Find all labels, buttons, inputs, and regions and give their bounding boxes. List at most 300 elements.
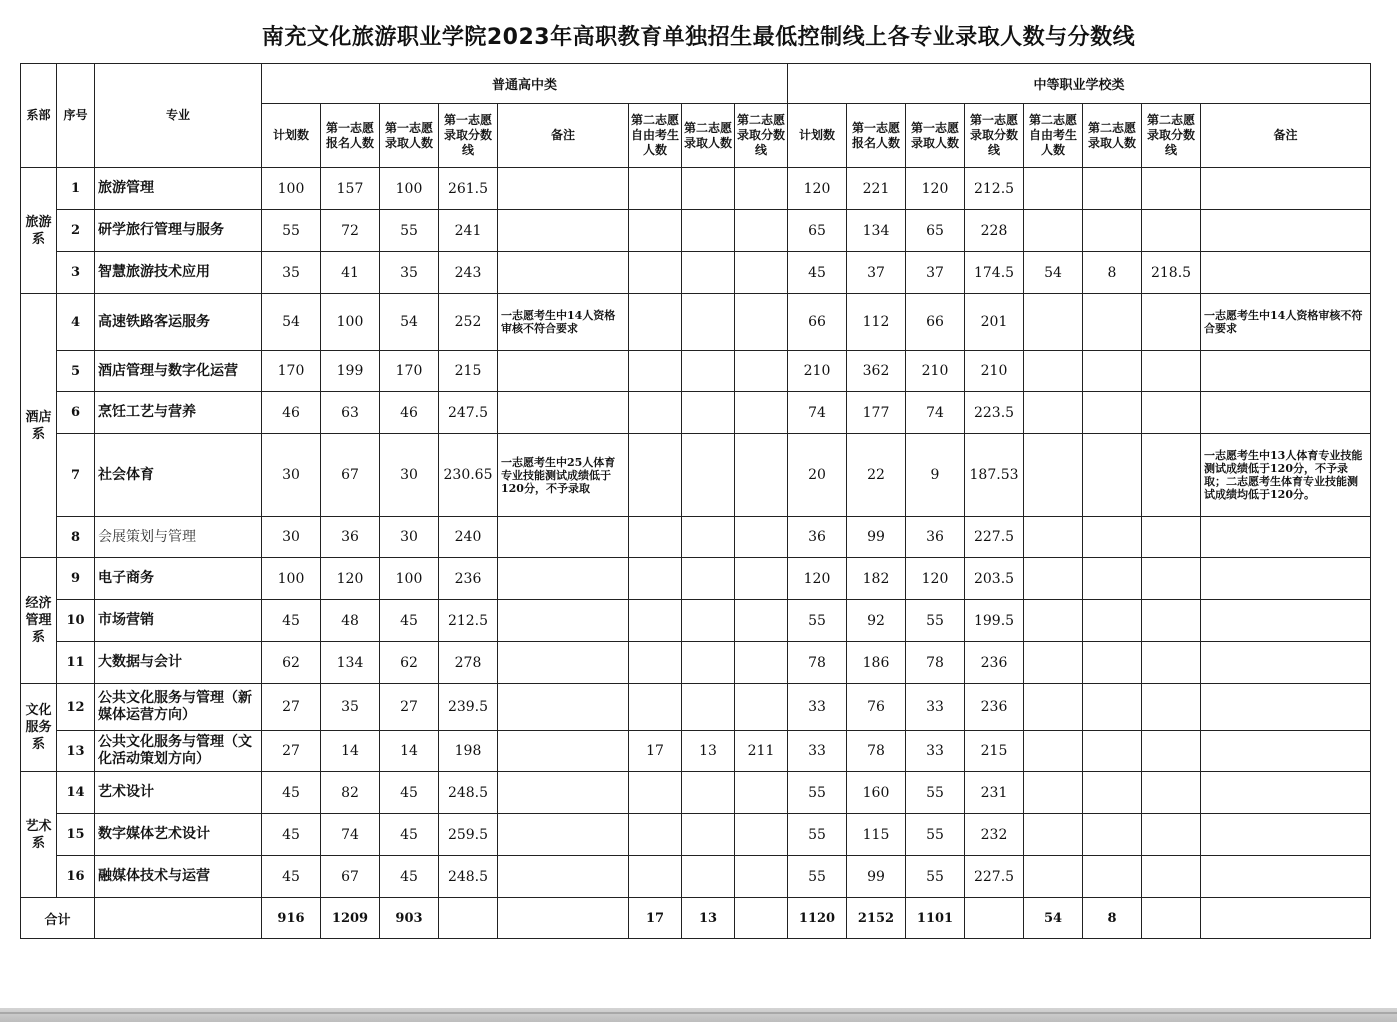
value-cell: 177 bbox=[847, 392, 906, 434]
header-col-hs: 第一志愿录取人数 bbox=[380, 104, 439, 168]
header-col-vs: 第二志愿自由考生人数 bbox=[1024, 104, 1083, 168]
major-name: 社会体育 bbox=[95, 434, 262, 517]
row-number: 11 bbox=[57, 642, 95, 684]
header-major: 专业 bbox=[95, 64, 262, 168]
value-cell bbox=[1083, 772, 1142, 814]
value-cell: 120 bbox=[906, 558, 965, 600]
value-cell bbox=[682, 434, 735, 517]
header-col-vs: 第一志愿报名人数 bbox=[847, 104, 906, 168]
value-cell bbox=[735, 856, 788, 898]
note-cell bbox=[1201, 558, 1371, 600]
header-col-hs: 第二志愿录取人数 bbox=[682, 104, 735, 168]
value-cell: 63 bbox=[321, 392, 380, 434]
row-number: 5 bbox=[57, 351, 95, 392]
value-cell: 157 bbox=[321, 168, 380, 210]
value-cell: 120 bbox=[906, 168, 965, 210]
value-cell: 67 bbox=[321, 434, 380, 517]
value-cell: 227.5 bbox=[965, 856, 1024, 898]
value-cell: 174.5 bbox=[965, 252, 1024, 294]
row-number: 3 bbox=[57, 252, 95, 294]
value-cell: 248.5 bbox=[439, 772, 498, 814]
value-cell: 45 bbox=[380, 814, 439, 856]
value-cell bbox=[735, 351, 788, 392]
value-cell: 259.5 bbox=[439, 814, 498, 856]
total-major-blank bbox=[95, 898, 262, 939]
value-cell bbox=[1142, 731, 1201, 772]
value-cell: 62 bbox=[262, 642, 321, 684]
value-cell: 362 bbox=[847, 351, 906, 392]
major-name: 数字媒体艺术设计 bbox=[95, 814, 262, 856]
total-value: 8 bbox=[1083, 898, 1142, 939]
total-value: 1101 bbox=[906, 898, 965, 939]
value-cell: 99 bbox=[847, 517, 906, 558]
table-row bbox=[21, 558, 1371, 600]
value-cell bbox=[629, 517, 682, 558]
value-cell bbox=[735, 294, 788, 351]
value-cell: 54 bbox=[262, 294, 321, 351]
value-cell: 35 bbox=[380, 252, 439, 294]
value-cell bbox=[629, 558, 682, 600]
table-row bbox=[21, 210, 1371, 252]
dept-cell: 酒店系 bbox=[21, 294, 57, 558]
value-cell: 100 bbox=[262, 168, 321, 210]
header-col-hs: 计划数 bbox=[262, 104, 321, 168]
total-value: 2152 bbox=[847, 898, 906, 939]
value-cell: 35 bbox=[262, 252, 321, 294]
value-cell bbox=[1024, 600, 1083, 642]
major-name: 艺术设计 bbox=[95, 772, 262, 814]
value-cell bbox=[1024, 517, 1083, 558]
value-cell bbox=[629, 772, 682, 814]
note-cell bbox=[1201, 731, 1371, 772]
table-row bbox=[21, 392, 1371, 434]
note-cell: 一志愿考生中25人体育专业技能测试成绩低于120分，不予录取 bbox=[498, 434, 629, 517]
value-cell: 55 bbox=[788, 772, 847, 814]
value-cell bbox=[1083, 168, 1142, 210]
major-name: 烹饪工艺与营养 bbox=[95, 392, 262, 434]
row-number: 15 bbox=[57, 814, 95, 856]
note-cell bbox=[1201, 684, 1371, 731]
value-cell: 215 bbox=[965, 731, 1024, 772]
value-cell bbox=[629, 434, 682, 517]
value-cell: 30 bbox=[380, 434, 439, 517]
total-value: 1209 bbox=[321, 898, 380, 939]
value-cell: 46 bbox=[380, 392, 439, 434]
major-name: 电子商务 bbox=[95, 558, 262, 600]
dept-cell: 旅游系 bbox=[21, 168, 57, 294]
note-cell bbox=[498, 814, 629, 856]
table-row bbox=[21, 252, 1371, 294]
value-cell bbox=[1142, 351, 1201, 392]
value-cell bbox=[1142, 517, 1201, 558]
value-cell: 55 bbox=[906, 856, 965, 898]
note-cell bbox=[498, 168, 629, 210]
value-cell: 115 bbox=[847, 814, 906, 856]
page-title: 南充文化旅游职业学院2023年高职教育单独招生最低控制线上各专业录取人数与分数线 bbox=[261, 25, 1136, 50]
value-cell bbox=[629, 856, 682, 898]
row-number: 16 bbox=[57, 856, 95, 898]
total-value: 916 bbox=[262, 898, 321, 939]
value-cell: 27 bbox=[262, 684, 321, 731]
divider bbox=[0, 1012, 1397, 1014]
value-cell: 120 bbox=[321, 558, 380, 600]
value-cell bbox=[1024, 856, 1083, 898]
value-cell bbox=[682, 600, 735, 642]
table-row bbox=[21, 294, 1371, 351]
value-cell bbox=[1083, 434, 1142, 517]
header-col-hs: 第二志愿自由考生人数 bbox=[629, 104, 682, 168]
row-number: 6 bbox=[57, 392, 95, 434]
table-row bbox=[21, 684, 1371, 731]
value-cell: 54 bbox=[1024, 252, 1083, 294]
value-cell: 27 bbox=[262, 731, 321, 772]
note-cell bbox=[1201, 168, 1371, 210]
value-cell: 198 bbox=[439, 731, 498, 772]
dept-cell: 文化服务系 bbox=[21, 684, 57, 772]
header-group-highschool: 普通高中类 bbox=[262, 64, 788, 104]
value-cell bbox=[629, 351, 682, 392]
value-cell: 232 bbox=[965, 814, 1024, 856]
value-cell: 45 bbox=[380, 856, 439, 898]
total-value: 17 bbox=[629, 898, 682, 939]
header-col-hs: 第一志愿报名人数 bbox=[321, 104, 380, 168]
value-cell bbox=[682, 351, 735, 392]
total-row bbox=[21, 898, 1371, 939]
value-cell bbox=[682, 210, 735, 252]
table-row bbox=[21, 434, 1371, 517]
value-cell: 160 bbox=[847, 772, 906, 814]
value-cell bbox=[1024, 814, 1083, 856]
value-cell: 239.5 bbox=[439, 684, 498, 731]
value-cell: 55 bbox=[262, 210, 321, 252]
value-cell: 221 bbox=[847, 168, 906, 210]
value-cell: 66 bbox=[906, 294, 965, 351]
value-cell: 100 bbox=[262, 558, 321, 600]
value-cell bbox=[1024, 731, 1083, 772]
value-cell bbox=[735, 558, 788, 600]
value-cell bbox=[1142, 168, 1201, 210]
value-cell: 261.5 bbox=[439, 168, 498, 210]
value-cell bbox=[629, 814, 682, 856]
value-cell: 252 bbox=[439, 294, 498, 351]
note-cell bbox=[498, 210, 629, 252]
note-cell bbox=[1201, 856, 1371, 898]
value-cell: 30 bbox=[380, 517, 439, 558]
value-cell bbox=[735, 600, 788, 642]
value-cell: 212.5 bbox=[965, 168, 1024, 210]
value-cell: 36 bbox=[788, 517, 847, 558]
note-cell bbox=[498, 600, 629, 642]
table-row bbox=[21, 731, 1371, 772]
value-cell bbox=[629, 392, 682, 434]
value-cell: 170 bbox=[262, 351, 321, 392]
value-cell: 54 bbox=[380, 294, 439, 351]
header-no: 序号 bbox=[57, 64, 95, 168]
total-value: 1120 bbox=[788, 898, 847, 939]
row-number: 4 bbox=[57, 294, 95, 351]
value-cell: 210 bbox=[906, 351, 965, 392]
value-cell bbox=[1024, 558, 1083, 600]
value-cell: 66 bbox=[788, 294, 847, 351]
value-cell: 14 bbox=[380, 731, 439, 772]
value-cell: 134 bbox=[847, 210, 906, 252]
value-cell: 37 bbox=[906, 252, 965, 294]
value-cell bbox=[1142, 600, 1201, 642]
value-cell: 199.5 bbox=[965, 600, 1024, 642]
value-cell bbox=[682, 642, 735, 684]
row-number: 13 bbox=[57, 731, 95, 772]
value-cell: 241 bbox=[439, 210, 498, 252]
note-cell bbox=[1201, 210, 1371, 252]
note-cell bbox=[1201, 600, 1371, 642]
value-cell bbox=[1142, 210, 1201, 252]
value-cell bbox=[1024, 684, 1083, 731]
value-cell: 14 bbox=[321, 731, 380, 772]
value-cell: 13 bbox=[682, 731, 735, 772]
value-cell bbox=[629, 294, 682, 351]
major-name: 大数据与会计 bbox=[95, 642, 262, 684]
value-cell bbox=[1142, 642, 1201, 684]
value-cell: 72 bbox=[321, 210, 380, 252]
value-cell bbox=[735, 392, 788, 434]
value-cell: 33 bbox=[788, 731, 847, 772]
value-cell: 92 bbox=[847, 600, 906, 642]
value-cell: 35 bbox=[321, 684, 380, 731]
value-cell: 210 bbox=[788, 351, 847, 392]
note-cell bbox=[1201, 392, 1371, 434]
value-cell: 215 bbox=[439, 351, 498, 392]
value-cell: 46 bbox=[262, 392, 321, 434]
major-name: 市场营销 bbox=[95, 600, 262, 642]
value-cell: 45 bbox=[262, 772, 321, 814]
total-value bbox=[965, 898, 1024, 939]
value-cell: 45 bbox=[380, 600, 439, 642]
value-cell: 243 bbox=[439, 252, 498, 294]
note-cell bbox=[498, 856, 629, 898]
value-cell bbox=[735, 252, 788, 294]
value-cell: 100 bbox=[380, 558, 439, 600]
value-cell bbox=[1024, 294, 1083, 351]
value-cell bbox=[735, 772, 788, 814]
value-cell: 55 bbox=[380, 210, 439, 252]
note-cell bbox=[498, 517, 629, 558]
value-cell bbox=[682, 517, 735, 558]
value-cell: 74 bbox=[788, 392, 847, 434]
total-value bbox=[439, 898, 498, 939]
value-cell bbox=[682, 814, 735, 856]
major-name: 公共文化服务与管理（新媒体运营方向） bbox=[95, 684, 262, 731]
note-cell bbox=[498, 558, 629, 600]
header-col-vs: 第二志愿录取分数线 bbox=[1142, 104, 1201, 168]
value-cell: 223.5 bbox=[965, 392, 1024, 434]
note-cell: 一志愿考生中13人体育专业技能测试成绩低于120分，不予录取；二志愿考生体育专业技能测试成绩均低于120分。 bbox=[1201, 434, 1371, 517]
header-col-vs: 备注 bbox=[1201, 104, 1371, 168]
major-name: 酒店管理与数字化运营 bbox=[95, 351, 262, 392]
value-cell: 65 bbox=[788, 210, 847, 252]
note-cell bbox=[498, 772, 629, 814]
value-cell: 78 bbox=[788, 642, 847, 684]
note-cell bbox=[498, 731, 629, 772]
value-cell bbox=[735, 168, 788, 210]
value-cell: 30 bbox=[262, 517, 321, 558]
note-cell bbox=[1201, 814, 1371, 856]
value-cell bbox=[1083, 392, 1142, 434]
major-name: 公共文化服务与管理（文化活动策划方向） bbox=[95, 731, 262, 772]
value-cell: 248.5 bbox=[439, 856, 498, 898]
value-cell: 36 bbox=[906, 517, 965, 558]
header-group-vocational: 中等职业学校类 bbox=[788, 64, 1371, 104]
major-name: 智慧旅游技术应用 bbox=[95, 252, 262, 294]
value-cell: 100 bbox=[321, 294, 380, 351]
value-cell bbox=[1024, 642, 1083, 684]
header-col-vs: 第一志愿录取分数线 bbox=[965, 104, 1024, 168]
major-name: 研学旅行管理与服务 bbox=[95, 210, 262, 252]
note-cell bbox=[498, 252, 629, 294]
note-cell: 一志愿考生中14人资格审核不符合要求 bbox=[1201, 294, 1371, 351]
header-dept: 系部 bbox=[21, 64, 57, 168]
value-cell bbox=[735, 684, 788, 731]
major-name: 旅游管理 bbox=[95, 168, 262, 210]
value-cell: 65 bbox=[906, 210, 965, 252]
note-cell bbox=[498, 392, 629, 434]
value-cell bbox=[1142, 558, 1201, 600]
value-cell bbox=[1083, 856, 1142, 898]
value-cell bbox=[1083, 351, 1142, 392]
admission-table bbox=[20, 63, 1371, 939]
value-cell: 230.65 bbox=[439, 434, 498, 517]
value-cell: 211 bbox=[735, 731, 788, 772]
value-cell bbox=[629, 600, 682, 642]
value-cell: 45 bbox=[380, 772, 439, 814]
value-cell: 74 bbox=[321, 814, 380, 856]
value-cell: 37 bbox=[847, 252, 906, 294]
value-cell bbox=[629, 168, 682, 210]
dept-cell: 艺术系 bbox=[21, 772, 57, 898]
value-cell: 55 bbox=[788, 814, 847, 856]
value-cell: 8 bbox=[1083, 252, 1142, 294]
value-cell: 247.5 bbox=[439, 392, 498, 434]
value-cell: 76 bbox=[847, 684, 906, 731]
value-cell: 112 bbox=[847, 294, 906, 351]
value-cell: 82 bbox=[321, 772, 380, 814]
value-cell bbox=[682, 772, 735, 814]
value-cell bbox=[682, 294, 735, 351]
table-row bbox=[21, 772, 1371, 814]
value-cell: 218.5 bbox=[1142, 252, 1201, 294]
value-cell: 187.53 bbox=[965, 434, 1024, 517]
value-cell: 27 bbox=[380, 684, 439, 731]
value-cell: 278 bbox=[439, 642, 498, 684]
row-number: 12 bbox=[57, 684, 95, 731]
value-cell: 120 bbox=[788, 558, 847, 600]
major-name: 高速铁路客运服务 bbox=[95, 294, 262, 351]
table-row bbox=[21, 168, 1371, 210]
value-cell: 55 bbox=[788, 600, 847, 642]
value-cell: 33 bbox=[906, 684, 965, 731]
value-cell: 17 bbox=[629, 731, 682, 772]
value-cell: 45 bbox=[788, 252, 847, 294]
value-cell bbox=[1083, 558, 1142, 600]
value-cell: 120 bbox=[788, 168, 847, 210]
value-cell: 212.5 bbox=[439, 600, 498, 642]
table-row bbox=[21, 517, 1371, 558]
value-cell: 55 bbox=[906, 600, 965, 642]
dept-cell: 经济管理系 bbox=[21, 558, 57, 684]
value-cell bbox=[682, 558, 735, 600]
bottom-scrollbar[interactable] bbox=[0, 1008, 1397, 1022]
value-cell: 45 bbox=[262, 814, 321, 856]
value-cell: 67 bbox=[321, 856, 380, 898]
total-label: 合计 bbox=[21, 898, 95, 939]
value-cell bbox=[1083, 517, 1142, 558]
value-cell bbox=[1083, 814, 1142, 856]
value-cell: 236 bbox=[965, 684, 1024, 731]
value-cell bbox=[735, 642, 788, 684]
value-cell bbox=[1024, 772, 1083, 814]
value-cell: 170 bbox=[380, 351, 439, 392]
value-cell bbox=[735, 814, 788, 856]
total-value: 13 bbox=[682, 898, 735, 939]
row-number: 10 bbox=[57, 600, 95, 642]
value-cell bbox=[1024, 168, 1083, 210]
note-cell bbox=[1201, 642, 1371, 684]
value-cell bbox=[629, 642, 682, 684]
value-cell bbox=[1083, 642, 1142, 684]
header-col-vs: 第二志愿录取人数 bbox=[1083, 104, 1142, 168]
note-cell bbox=[1201, 772, 1371, 814]
value-cell: 201 bbox=[965, 294, 1024, 351]
major-name: 融媒体技术与运营 bbox=[95, 856, 262, 898]
value-cell: 99 bbox=[847, 856, 906, 898]
total-value bbox=[498, 898, 629, 939]
value-cell: 45 bbox=[262, 600, 321, 642]
header-col-vs: 计划数 bbox=[788, 104, 847, 168]
value-cell: 9 bbox=[906, 434, 965, 517]
value-cell bbox=[682, 684, 735, 731]
total-value bbox=[735, 898, 788, 939]
header-col-hs: 第一志愿录取分数线 bbox=[439, 104, 498, 168]
value-cell: 55 bbox=[906, 772, 965, 814]
value-cell: 33 bbox=[788, 684, 847, 731]
value-cell: 36 bbox=[321, 517, 380, 558]
major-name: 会展策划与管理 bbox=[95, 517, 262, 558]
table-row bbox=[21, 856, 1371, 898]
row-number: 9 bbox=[57, 558, 95, 600]
note-cell bbox=[1201, 252, 1371, 294]
value-cell bbox=[682, 168, 735, 210]
value-cell bbox=[682, 252, 735, 294]
total-value: 903 bbox=[380, 898, 439, 939]
value-cell: 240 bbox=[439, 517, 498, 558]
value-cell: 231 bbox=[965, 772, 1024, 814]
header-col-vs: 第一志愿录取人数 bbox=[906, 104, 965, 168]
value-cell bbox=[1142, 772, 1201, 814]
value-cell bbox=[1024, 210, 1083, 252]
value-cell: 134 bbox=[321, 642, 380, 684]
row-number: 8 bbox=[57, 517, 95, 558]
note-cell bbox=[498, 351, 629, 392]
value-cell: 227.5 bbox=[965, 517, 1024, 558]
value-cell: 186 bbox=[847, 642, 906, 684]
table-row bbox=[21, 351, 1371, 392]
value-cell bbox=[629, 252, 682, 294]
value-cell: 199 bbox=[321, 351, 380, 392]
value-cell: 100 bbox=[380, 168, 439, 210]
row-number: 7 bbox=[57, 434, 95, 517]
value-cell: 55 bbox=[788, 856, 847, 898]
row-number: 2 bbox=[57, 210, 95, 252]
value-cell: 236 bbox=[439, 558, 498, 600]
